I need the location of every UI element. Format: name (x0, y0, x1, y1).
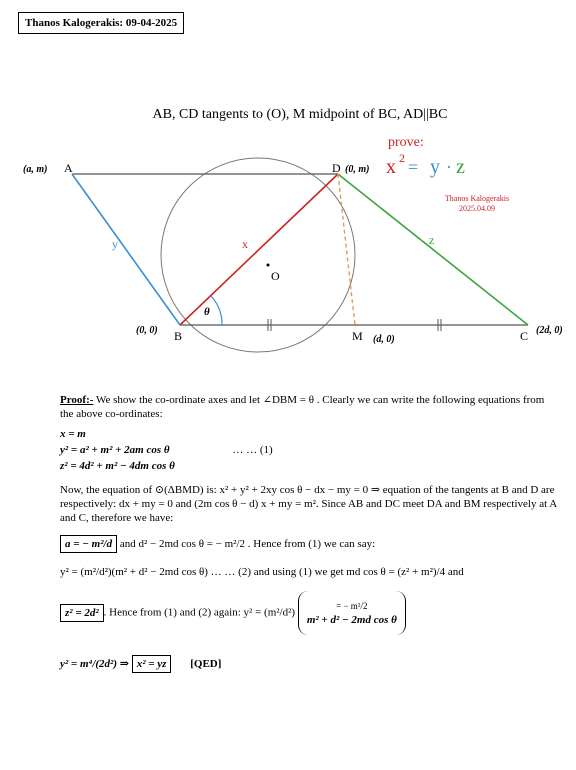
point-m-coord: (d, 0) (373, 334, 395, 345)
proof-line-6: . Hence from (1) and (2) again: y² = (m²/d²) (103, 606, 296, 619)
point-c-coord: (2d, 0) (536, 325, 563, 336)
point-m-label: M (352, 329, 363, 343)
point-a-coord: (a, m) (23, 164, 48, 175)
prove-exponent: 2 (399, 151, 405, 165)
point-b-coord: (0, 0) (136, 325, 158, 336)
prove-equals: = (408, 157, 419, 177)
nested-inner: m² + d² − 2md cos θ (306, 614, 397, 626)
proof-line-4: and d² − 2md cos θ = − m²/2 . Hence from (1) we can say: (117, 538, 376, 550)
prove-label: prove: (388, 135, 424, 150)
point-c-label: C (520, 329, 529, 343)
point-a-label: A (64, 161, 73, 175)
signature-date: 2025.04.09 (459, 204, 495, 213)
prove-x: x (386, 156, 396, 178)
equation-z-squared: z² = 4d² + m² − 4dm cos θ (60, 460, 175, 472)
final-equation: y² = m⁴/(2d²) ⇒ (60, 658, 129, 670)
boxed-a-result: a = − m²/d (60, 535, 117, 553)
circle-o (161, 158, 355, 352)
point-b-label: B (174, 329, 183, 343)
proof-section (60, 393, 560, 673)
proof-circle-paragraph: Now, the equation of ⊙(ΔBMD) is: x² + y² + 2xy cos θ − dx − my = 0 ⇒ equation of the tangents at B and D are respectively: dx + my = 0 and (2m cos θ − d) x + my = m². Since AB and DC meet DA and BM respectively at A and C, therefore we have: (60, 484, 557, 524)
author-date-box: Thanos Kalogerakis: 09-04-2025 (18, 12, 184, 34)
proof-intro: We show the co-ordinate axes and let ∠DBM = θ . Clearly we can write the following equations from the above co-ordinates: (60, 394, 545, 420)
boxed-final-result: x² = yz (132, 655, 172, 673)
angle-theta-arc (211, 296, 222, 325)
figure-title: AB, CD tangents to (O), M midpoint of BC, AD||BC (152, 107, 448, 122)
segment-dm-dashed (338, 174, 355, 325)
point-o-label: O (271, 269, 280, 283)
equation-y-squared: y² = a² + m² + 2am cos θ (60, 444, 170, 456)
signature-name: Thanos Kalogerakis (444, 194, 510, 203)
boxed-z-result: z² = 2d² (60, 604, 104, 622)
prove-y: y (430, 156, 440, 178)
label-x: x (242, 237, 248, 251)
segment-ab-y (72, 174, 180, 325)
proof-label: Proof:- (60, 394, 94, 406)
proof-line-5: y² = (m²/d²)(m² + d² − 2md cos θ) … … (2) and using (1) we get md cos θ = (z² + m²)/4 and (60, 566, 464, 578)
segment-bd-x (180, 174, 338, 325)
nested-expression (298, 591, 406, 635)
label-z: z (429, 233, 435, 247)
center-o-dot (267, 264, 270, 267)
equation-x: x = m (60, 428, 86, 440)
prove-dot: · (446, 157, 452, 177)
label-y: y (112, 237, 118, 251)
equation-tag-1: … … (1) (232, 444, 273, 456)
qed-label: [QED] (190, 658, 222, 670)
angle-theta-label: θ (204, 306, 210, 318)
point-d-coord: (0, m) (345, 164, 370, 175)
point-d-label: D (332, 161, 341, 175)
nested-overbrace: = − m²/2 (336, 601, 368, 611)
prove-z: z (456, 156, 465, 178)
